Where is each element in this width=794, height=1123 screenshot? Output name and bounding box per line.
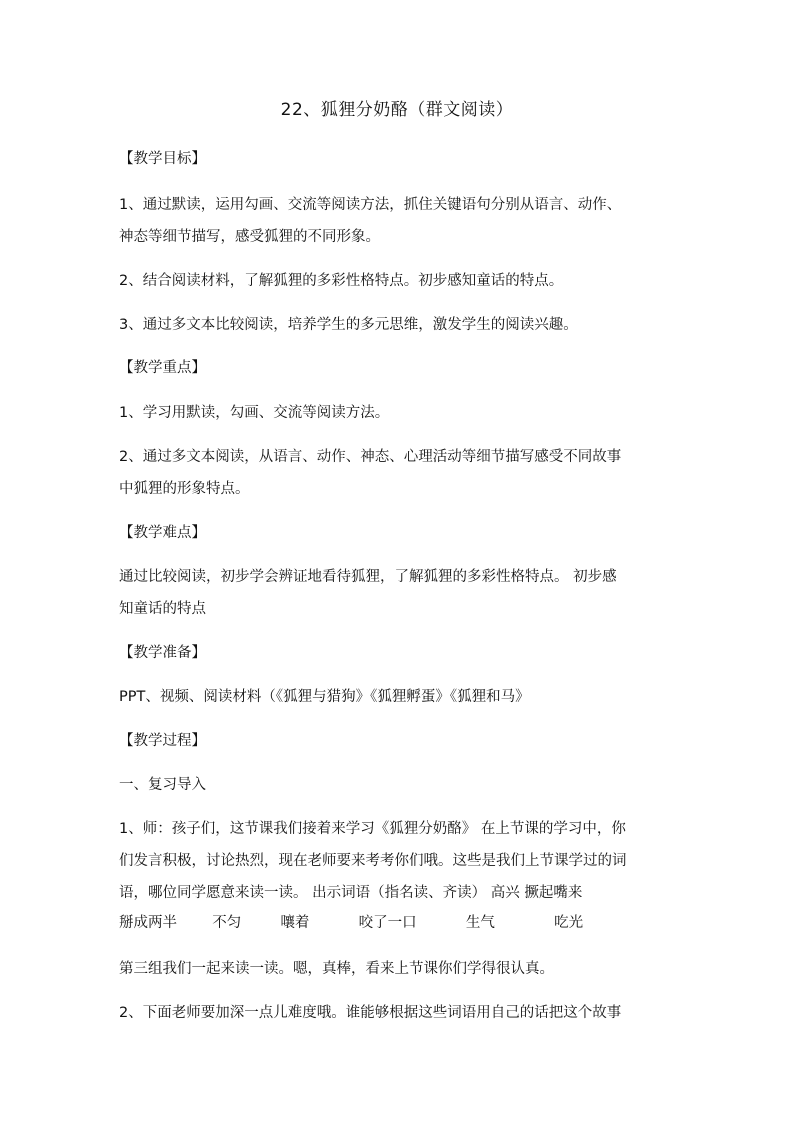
word-item: 吃光 xyxy=(554,915,584,931)
key-point-2-line-1: 2、通过多文本阅读，从语言、动作、神态、心理活动等细节描写感受不同故事 xyxy=(119,449,622,465)
key-point-2-line-2: 中狐狸的形象特点。 xyxy=(119,481,250,497)
process-p1-line-1: 1、师：孩子们，这节课我们接着来学习《狐狸分奶酪》 在上节课的学习中，你 xyxy=(119,821,626,837)
word-item: 不匀 xyxy=(212,915,242,931)
difficulty-line-1: 通过比较阅读，初步学会辨证地看待狐狸，了解狐狸的多彩性格特点。 初步感 xyxy=(119,569,617,585)
process-heading: 【教学过程】 xyxy=(119,733,206,749)
word-item: 掰成两半 xyxy=(119,915,177,931)
objective-1-line-2: 神态等细节描写，感受狐狸的不同形象。 xyxy=(119,229,380,245)
process-p1-line-2: 们发言积极，讨论热烈，现在老师要来考考你们哦。这些是我们上节课学过的词 xyxy=(119,853,627,869)
objectives-heading: 【教学目标】 xyxy=(119,151,206,167)
word-list xyxy=(119,911,679,935)
objective-2: 2、结合阅读材料，了解狐狸的多彩性格特点。初步感知童话的特点。 xyxy=(119,273,564,289)
process-p1-line-3: 语，哪位同学愿意来读一读。 出示词语（指名读、齐读） 高兴 撅起嘴来 xyxy=(119,885,583,901)
objective-3: 3、通过多文本比较阅读，培养学生的多元思维，激发学生的阅读兴趣。 xyxy=(119,317,578,333)
word-item: 嚷着 xyxy=(280,915,310,931)
key-points-heading: 【教学重点】 xyxy=(119,360,206,376)
preparation-heading: 【教学准备】 xyxy=(119,645,206,661)
objective-1-line-1: 1、通过默读，运用勾画、交流等阅读方法，抓住关键语句分别从语言、动作、 xyxy=(119,197,622,213)
key-point-1: 1、学习用默读，勾画、交流等阅读方法。 xyxy=(119,405,390,421)
word-item: 生气 xyxy=(465,915,495,931)
document-title: 22、狐狸分奶酪（群文阅读） xyxy=(280,100,514,120)
word-item: 咬了一口 xyxy=(358,915,417,931)
process-part-1-heading: 一、复习导入 xyxy=(119,777,206,793)
process-p1-end: 第三组我们一起来读一读。嗯，真棒，看来上节课你们学得很认真。 xyxy=(119,961,554,977)
difficulty-line-2: 知童话的特点 xyxy=(119,601,206,617)
difficulties-heading: 【教学难点】 xyxy=(119,525,206,541)
process-p2-line-1: 2、下面老师要加深一点儿难度哦。谁能够根据这些词语用自己的话把这个故事 xyxy=(119,1005,622,1021)
preparation-text: PPT、视频、阅读材料（《狐狸与猎狗》《狐狸孵蛋》《狐狸和马》 xyxy=(119,689,530,705)
